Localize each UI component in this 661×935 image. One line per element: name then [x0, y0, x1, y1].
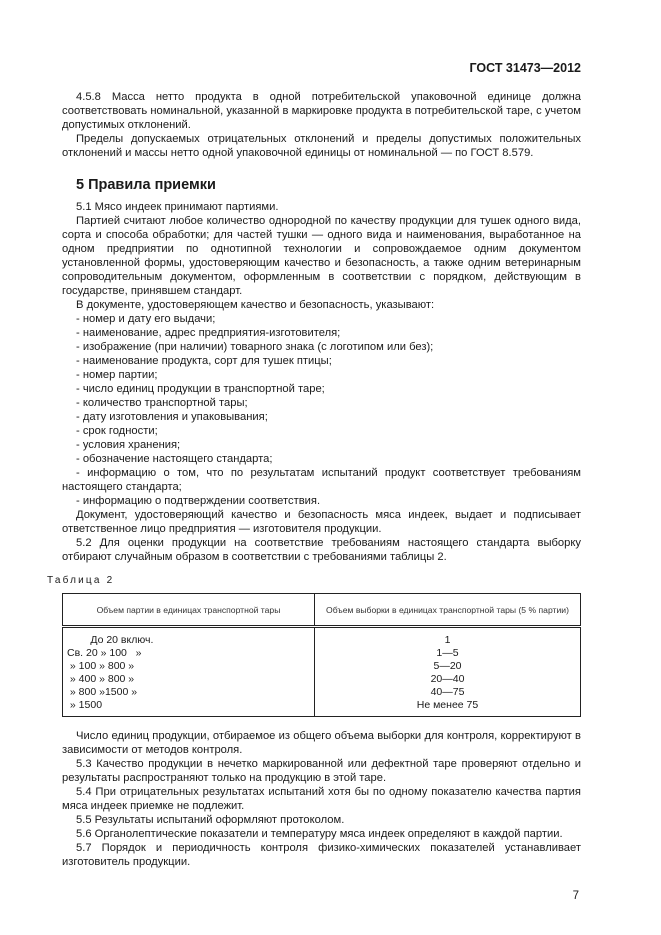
paragraph: 5.5 Результаты испытаний оформляют протоколом. — [76, 814, 345, 826]
paragraph: Пределы допускаемых отрицательных отклонений и пределы допустимых положительных отклонений и массы нетто одной упаковочной единицы от номинальной — по ГОСТ 8.579. — [62, 133, 581, 159]
list-item: - наименование, адрес предприятия-изготовителя; — [76, 327, 341, 339]
list-item: - информацию о том, что по результатам испытаний продукт соответствует требованиям настоящего стандарта; — [62, 467, 581, 493]
list-item: - число единиц продукции в транспортной таре; — [76, 383, 325, 395]
sample-size: 5—20 — [433, 660, 462, 672]
paragraph: 5.1 Мясо индеек принимают партиями. — [76, 201, 279, 213]
list-item: - номер партии; — [76, 369, 158, 381]
list-item: - наименование продукта, сорт для тушек птицы; — [76, 355, 332, 367]
list-item: - дату изготовления и упаковывания; — [76, 411, 268, 423]
paragraph: 5.4 При отрицательных результатах испытаний хотя бы по одному показателю качества партия мяса индеек приемке не подлежит. — [62, 786, 581, 812]
top-text — [62, 90, 581, 160]
paragraph: 5.6 Органолептические показатели и температуру мяса индеек определяют в каждой партии. — [76, 828, 563, 840]
sample-size: 20—40 — [430, 673, 465, 685]
list-item: - номер и дату его выдачи; — [76, 313, 216, 325]
after-table-text — [62, 729, 581, 869]
table-caption: Таблица 2 — [47, 575, 115, 586]
sample-size-table — [62, 593, 581, 717]
paragraph: 5.2 Для оценки продукции на соответствие требованиям настоящего стандарта выборку отбирают случайным образом в соответствии с требованиями таблицы 2. — [62, 537, 581, 563]
lot-size-cell — [63, 627, 315, 717]
document-number: ГОСТ 31473—2012 — [469, 61, 581, 75]
paragraph: 5.3 Качество продукции в нечетко маркированной или дефектной таре проверяют отдельно и результаты распространяют только на продукцию в этой таре. — [62, 758, 581, 784]
section-body — [62, 200, 581, 564]
list-item: - информацию о подтверждении соответствия. — [76, 495, 321, 507]
paragraph: 5.7 Порядок и периодичность контроля физико-химических показателей устанавливает изготовитель продукции. — [62, 842, 581, 868]
list-item: - обозначение настоящего стандарта; — [76, 453, 273, 465]
column-header: Объем партии в единицах транспортной тары — [63, 594, 315, 627]
lot-size: Св. 20 » 100 » — [67, 647, 142, 659]
list-item: - срок годности; — [76, 425, 158, 437]
lot-size: » 1500 — [67, 699, 103, 711]
table-header-row — [63, 594, 581, 627]
sample-size: 1—5 — [436, 647, 459, 659]
paragraph: Партией считают любое количество однородной по качеству продукции для тушек одного вида, сорта и способа обработки; для частей тушки — одного вида и наименования, выработанное на одном предприятии по однотипной технологии и сопровождаемое одним документом установленной формы, удостоверяющим качество и безопасность, а также одним ветеринарным сопроводительным документом, оформленным в соответствии с порядком, действующим в государстве, принявшем стандарт. — [62, 215, 581, 297]
column-header: Объем выборки в единицах транспортной тары (5 % партии) — [315, 594, 581, 627]
page-content — [47, 60, 581, 903]
sample-size: 1 — [444, 634, 451, 646]
paragraph: В документе, удостоверяющем качество и безопасность, указывают: — [76, 299, 435, 311]
table-row — [63, 627, 581, 717]
sample-size: Не менее 75 — [416, 699, 479, 711]
section-heading: 5 Правила приемки — [76, 177, 216, 193]
list-item: - условия хранения; — [76, 439, 181, 451]
lot-size: » 400 » 800 » — [67, 673, 135, 685]
sample-size-cell — [315, 627, 581, 717]
paragraph: Число единиц продукции, отбираемое из общего объема выборки для контроля, корректируют в зависимости от методов контроля. — [62, 730, 581, 756]
paragraph: 4.5.8 Масса нетто продукта в одной потребительской упаковочной единице должна соответствовать номинальной, указанной в маркировке продукта в потребительской таре, с учетом допустимых отклонений. — [62, 91, 581, 131]
lot-size: » 100 » 800 » — [67, 660, 135, 672]
list-item: - количество транспортной тары; — [76, 397, 248, 409]
paragraph: Документ, удостоверяющий качество и безопасность мяса индеек, выдает и подписывает ответственное лицо предприятия — изготовителя продукции. — [62, 509, 581, 535]
page-number: 7 — [572, 890, 579, 902]
lot-size: До 20 включ. — [67, 634, 154, 646]
list-item: - изображение (при наличии) товарного знака (с логотипом или без); — [76, 341, 434, 353]
sample-size: 40—75 — [430, 686, 465, 698]
lot-size: » 800 »1500 » — [67, 686, 138, 698]
